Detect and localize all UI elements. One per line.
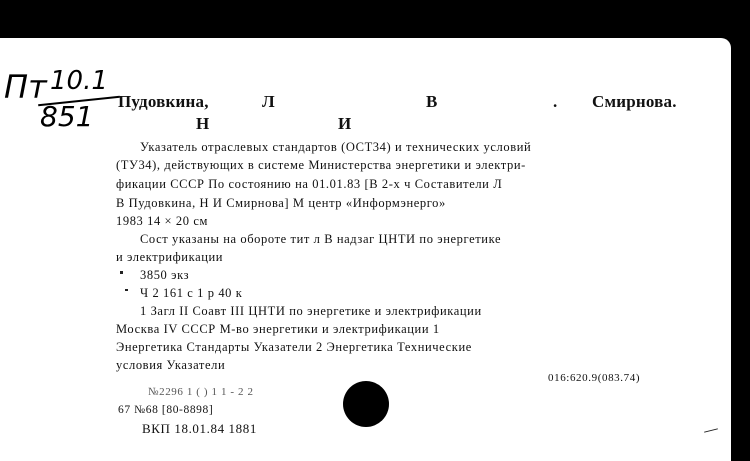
footer-line-3: ВКП 18.01.84 1881: [142, 421, 257, 436]
body-line-12: Энергетика Стандарты Указатели 2 Энергетика Технические: [116, 340, 472, 354]
body-line-5: 1983 14 × 20 см: [116, 214, 209, 228]
call-number-top: 10.1: [50, 66, 108, 96]
body-line-7: и электрификации: [116, 250, 224, 264]
author-surname-2: Смирнова.: [592, 92, 677, 111]
classification-code: 016:620.9(083.74): [548, 372, 641, 384]
body-line-6: Сост указаны на обороте тит л В надзаг ЦНТИ по энергетике: [140, 232, 502, 246]
body-line-4: В Пудовкина, Н И Смирнова] М центр «Информэнерго»: [116, 196, 446, 210]
stray-mark: [704, 428, 718, 432]
author-initial-v: В: [426, 92, 438, 111]
body-line-11: Москва IV СССР М-во энергетики и электрификации 1: [116, 322, 440, 336]
call-number-bottom: 851: [40, 100, 94, 133]
author-dot: .: [553, 92, 558, 111]
body-line-2: (ТУ34), действующих в системе Министерства энергетики и электри-: [116, 158, 526, 172]
body-line-13: условия Указатели: [116, 358, 226, 372]
call-number-prefix: Пт: [4, 68, 47, 106]
body-line-3: фикации СССР По состоянию на 01.01.83 [В 2-х ч Составители Л: [116, 177, 503, 191]
author-initial-l: Л: [262, 92, 275, 111]
body-line-8: 3850 экз: [140, 268, 190, 282]
stray-mark: [120, 271, 123, 274]
footer-line-2: 67 №68 [80-8898]: [118, 404, 214, 416]
punched-hole: [343, 381, 389, 427]
stray-mark: [125, 289, 128, 291]
body-line-10: 1 Загл II Соавт III ЦНТИ по энергетике и электрификации: [140, 304, 482, 318]
body-line-1: Указатель отраслевых стандартов (ОСТ34) и технических условий: [140, 140, 532, 154]
author-surname-1: Пудовкина,: [118, 92, 209, 111]
author-initial-n: Н: [196, 114, 210, 133]
body-line-9: Ч 2 161 с 1 р 40 к: [140, 286, 243, 300]
scan-border: [731, 0, 750, 461]
author-initial-i: И: [338, 114, 352, 133]
footer-line-1: №2296 1 ( ) 1 1 - 2 2: [148, 386, 254, 398]
